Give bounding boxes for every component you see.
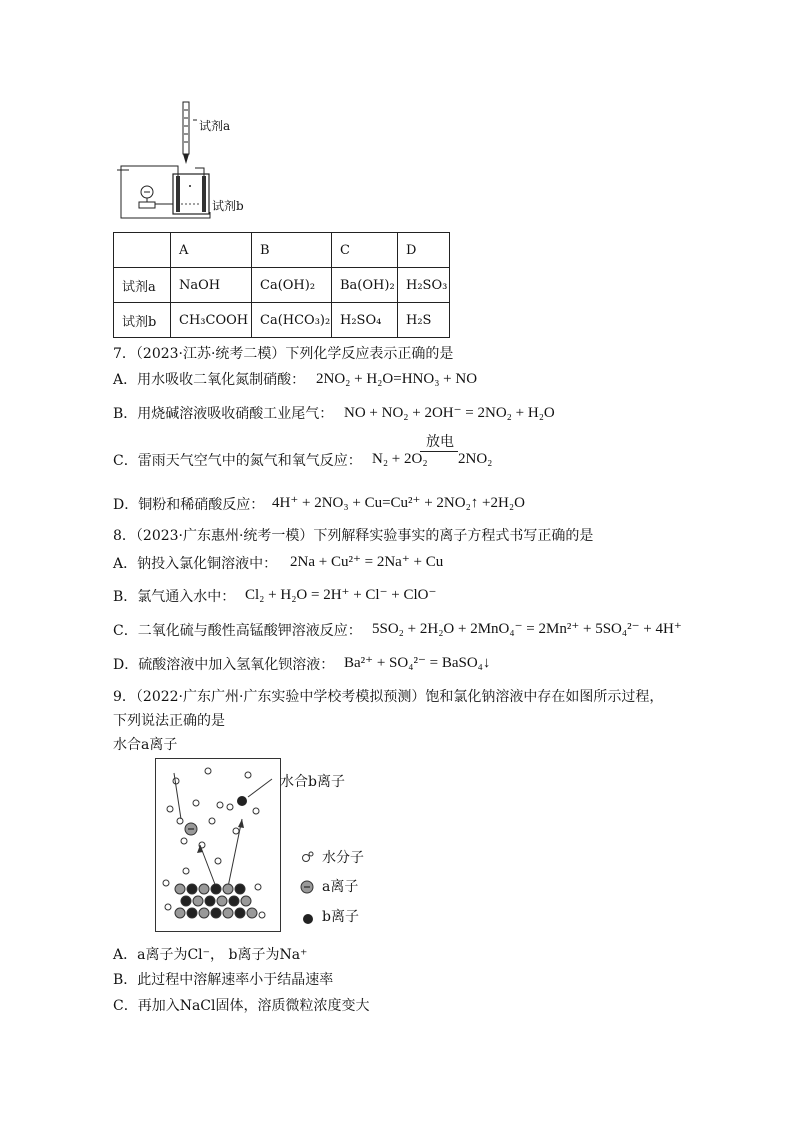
q7-option-c: C．雷雨天气空气中的氮气和氧气反应：: [113, 453, 362, 469]
water-molecule-icon: [300, 850, 314, 864]
q7-option-a: A．用水吸收二氧化氮制硝酸：: [113, 372, 306, 388]
table-cell: C: [332, 233, 398, 268]
legend-b-label: b离子: [322, 909, 359, 925]
q9-option-a: A．a离子为Cl⁻， b离子为Na⁺: [113, 947, 308, 963]
table-cell: A: [171, 233, 252, 268]
q8-option-d: D．硫酸溶液中加入氢氧化钡溶液：: [113, 657, 335, 673]
table-cell: D: [398, 233, 450, 268]
hydrated-b-ion-label: 水合b离子: [280, 774, 345, 790]
q9-option-b: B．此过程中溶解速率小于结晶速率: [113, 972, 334, 988]
table-row: [114, 233, 450, 268]
q8-option-a-equation: 2Na + Cu²⁺ = 2Na⁺ + Cu: [290, 554, 444, 570]
q8-option-a: A．钠投入氯化铜溶液中：: [113, 556, 278, 572]
q7-option-c-right: 2NO₂: [458, 451, 493, 467]
table-cell: Ca(OH)₂: [252, 268, 332, 303]
q9-stem-line2: 下列说法正确的是: [113, 713, 225, 729]
legend-water-label: 水分子: [322, 850, 364, 866]
table-cell: Ca(HCO₃)₂: [252, 303, 332, 338]
table-cell: [114, 233, 171, 268]
reagent-a-label: 试剂a: [199, 119, 231, 133]
hydrated-a-ion-label: 水合a离子: [113, 737, 178, 753]
table-cell: 试剂b: [114, 303, 171, 338]
q7-option-c-condition: 放电: [426, 434, 454, 450]
q7-option-d-equation: 4H⁺ + 2NO₃ + Cu=Cu²⁺ + 2NO₂↑ +2H₂O: [272, 495, 525, 511]
table-cell: CH₃COOH: [171, 303, 252, 338]
table-cell: NaOH: [171, 268, 252, 303]
q8-option-d-equation: Ba²⁺ + SO₄²⁻ = BaSO₄↓: [344, 655, 491, 671]
q9-stem-line1: 9．（2022·广东广州·广东实验中学校考模拟预测）饱和氯化钠溶液中存在如图所示过程，: [113, 689, 664, 705]
legend-a-label: a离子: [322, 879, 359, 895]
reaction-arrow-line: [420, 451, 458, 452]
a-ion-icon: [300, 879, 314, 893]
q7-stem: 7．（2023·江苏·统考二模）下列化学反应表示正确的是: [113, 346, 454, 362]
table-cell: H₂SO₃: [398, 268, 450, 303]
table-cell: H₂SO₄: [332, 303, 398, 338]
q8-option-c-equation: 5SO₂ + 2H₂O + 2MnO₄⁻ = 2Mn²⁺ + 5SO₄²⁻ + 4H⁺: [372, 621, 682, 637]
dissolution-drawing: [156, 759, 280, 931]
table-cell: Ba(OH)₂: [332, 268, 398, 303]
q9-option-c: C．再加入NaCl固体，溶质微粒浓度变大: [113, 998, 370, 1014]
reagent-table: [113, 232, 450, 338]
q7-option-b: B．用烧碱溶液吸收硝酸工业尾气：: [113, 406, 334, 422]
q7-option-b-equation: NO + NO₂ + 2OH⁻ = 2NO₂ + H₂O: [344, 405, 555, 421]
table-cell: B: [252, 233, 332, 268]
q7-option-d: D．铜粉和稀硝酸反应：: [113, 497, 265, 513]
reagent-b-label: 试剂b: [212, 199, 244, 213]
table-row: [114, 303, 450, 338]
q8-option-b: B．氯气通入水中：: [113, 589, 236, 605]
q7-option-c-left: N₂ + 2O₂: [372, 451, 428, 467]
b-ion-icon: [302, 910, 314, 922]
table-cell: 试剂a: [114, 268, 171, 303]
q8-option-c: C．二氧化硫与酸性高锰酸钾溶液反应：: [113, 623, 362, 639]
dissolution-figure: [155, 758, 281, 932]
q7-option-a-equation: 2NO₂ + H₂O=HNO₃ + NO: [316, 371, 478, 387]
table-row: [114, 268, 450, 303]
q8-stem: 8．（2023·广东惠州·统考一模）下列解释实验事实的离子方程式书写正确的是: [113, 528, 594, 544]
q8-option-b-equation: Cl₂ + H₂O = 2H⁺ + Cl⁻ + ClO⁻: [245, 587, 437, 603]
table-cell: H₂S: [398, 303, 450, 338]
